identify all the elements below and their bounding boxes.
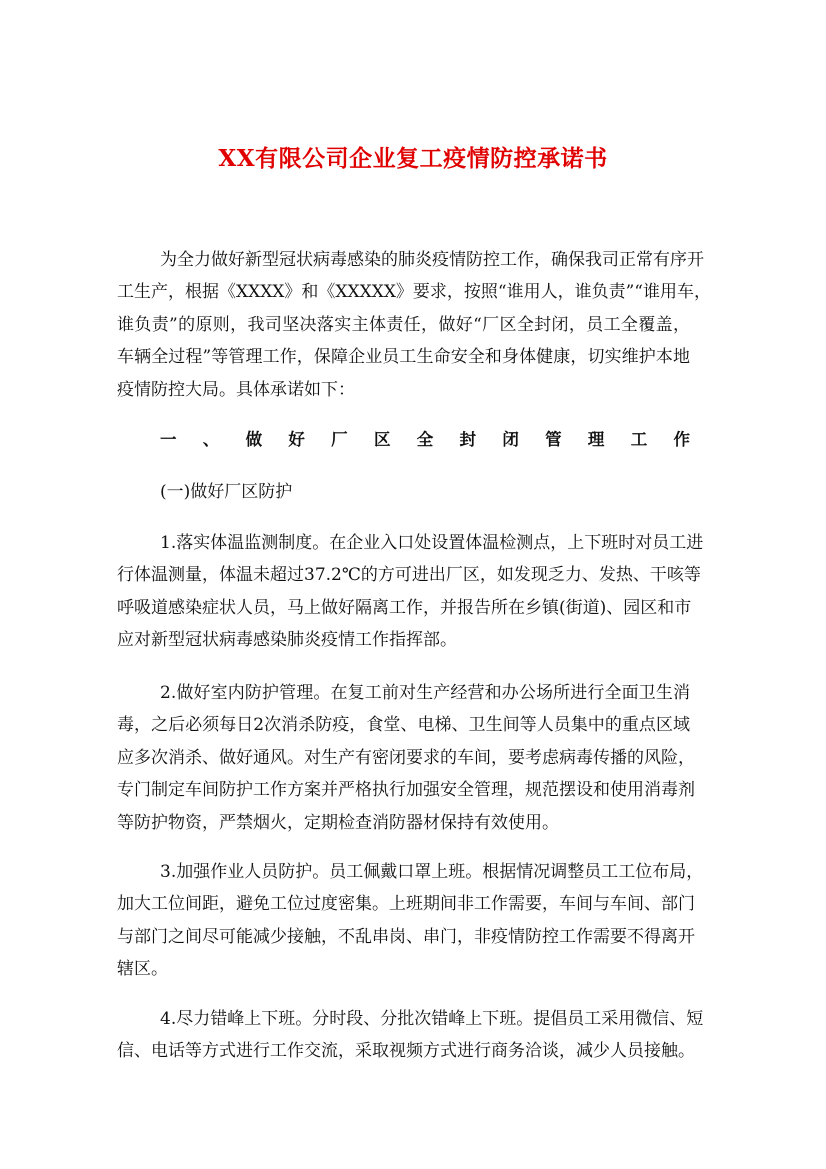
text-line: 疫情防控大局。具体承诺如下： [117, 379, 355, 400]
item-paragraph [117, 1003, 704, 1068]
subsection-heading-wrap [117, 476, 690, 508]
item-paragraph [117, 527, 704, 657]
text-line: 为全力做好新型冠状病毒感染的肺炎疫情防控工作，确保我司正常有序开 [160, 250, 704, 270]
text-line: 2.做好室内防护管理。在复工前对生产经营和办公场所进行全面卫生消 [160, 683, 690, 703]
text-line: 应对新型冠状病毒感染肺炎疫情工作指挥部。 [117, 630, 457, 651]
text-line: 加大工位间距，避免工位过度密集。上班期间非工作需要，车间与车间、部门 [117, 894, 695, 915]
text-line: 1.落实体温监测制度。在企业入口处设置体温检测点，上下班时对员工进 [160, 533, 704, 553]
text-line: 3.加强作业人员防护。员工佩戴口罩上班。根据情况调整员工工位布局， [160, 862, 704, 882]
text-line: 专门制定车间防护工作方案并严格执行加强安全管理，规范摆设和使用消毒剂 [117, 780, 695, 801]
section-heading: 一、做好厂区全封闭管理工作 [160, 430, 690, 449]
text-line: 4.尽力错峰上下班。分时段、分批次错峰上下班。提倡员工采用微信、短 [160, 1009, 704, 1029]
text-line: 呼吸道感染症状人员，马上做好隔离工作，并报告所在乡镇(街道)、园区和市 [117, 597, 692, 618]
text-line: 等防护物资，严禁烟火，定期检查消防器材保持有效使用。 [117, 812, 559, 833]
text-line: 车辆全过程”等管理工作，保障企业员工生命安全和身体健康，切实维护本地 [117, 347, 690, 368]
text-line: 毒，之后必须每日2次消杀防疫，食堂、电梯、卫生间等人员集中的重点区域 [117, 715, 690, 736]
subsection-heading: (一)做好厂区防护 [160, 482, 293, 502]
text-line: 与部门之间尽可能减少接触，不乱串岗、串门，非疫情防控工作需要不得离开 [117, 926, 695, 947]
intro-paragraph [117, 244, 711, 406]
item-paragraph [117, 677, 695, 839]
document-title: XX有限公司企业复工疫情防控承诺书 [218, 145, 608, 172]
section-heading-wrap [117, 424, 690, 456]
text-line: 信、电话等方式进行工作交流，采取视频方式进行商务洽谈，减少人员接触。 [117, 1041, 695, 1062]
text-line: 工生产，根据《XXXX》和《XXXXX》要求，按照“谁用人，谁负责”“谁用车， [117, 282, 711, 303]
item-paragraph [117, 856, 704, 986]
text-line: 应多次消杀、做好通风。对生产有密闭要求的车间，要考虑病毒传播的风险， [117, 747, 695, 768]
text-line: 谁负责”的原则，我司坚决落实主体责任，做好“厂区全封闭，员工全覆盖， [117, 314, 690, 335]
text-line: 行体温测量，体温未超过37.2℃的方可进出厂区，如发现乏力、发热、干咳等 [117, 565, 701, 586]
text-line: 辖区。 [117, 959, 168, 980]
